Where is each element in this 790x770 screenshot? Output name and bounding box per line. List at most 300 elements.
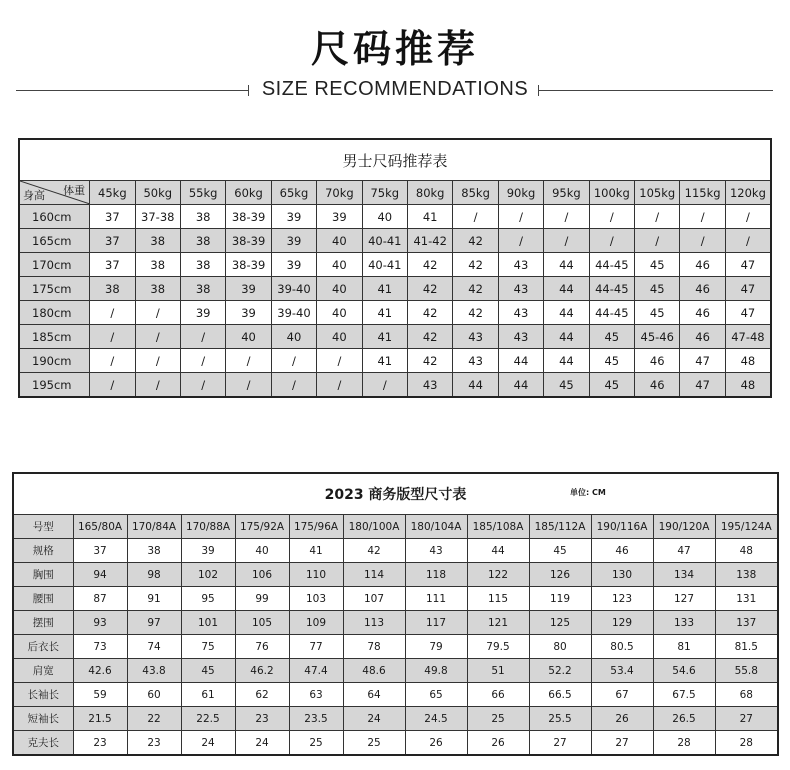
size-cell: / — [725, 205, 771, 229]
measure-cell: 119 — [529, 587, 591, 611]
table-row — [13, 563, 778, 587]
size-cell: 44 — [544, 301, 589, 325]
measure-cell: 81.5 — [715, 635, 778, 659]
size-cell: 44 — [544, 349, 589, 373]
measure-cell: 66.5 — [529, 683, 591, 707]
measure-cell: 25 — [289, 731, 343, 756]
size-cell: 46 — [680, 301, 725, 325]
measure-cell: 121 — [467, 611, 529, 635]
measure-cell: 67.5 — [653, 683, 715, 707]
size-cell: 42 — [407, 301, 452, 325]
size-cell: / — [135, 325, 180, 349]
corner-height-label: 身高 — [23, 189, 45, 202]
size-table-caption-cell — [13, 473, 778, 515]
size-cell: 48 — [725, 373, 771, 398]
size-cell: / — [725, 229, 771, 253]
size-cell: 42 — [407, 253, 452, 277]
size-cell: / — [90, 325, 135, 349]
size-cell: 44 — [453, 373, 498, 398]
size-cell: 45-46 — [635, 325, 680, 349]
measure-cell: 129 — [591, 611, 653, 635]
table-row — [13, 539, 778, 563]
size-cell: 38 — [135, 277, 180, 301]
measure-cell: 87 — [73, 587, 127, 611]
measure-label: 腰围 — [13, 587, 73, 611]
measure-cell: 42.6 — [73, 659, 127, 683]
measure-cell: 23 — [127, 731, 181, 756]
measure-label: 规格 — [13, 539, 73, 563]
size-cell: 38 — [135, 229, 180, 253]
measure-cell: 22.5 — [181, 707, 235, 731]
measure-cell: 126 — [529, 563, 591, 587]
size-cell: 44-45 — [589, 253, 634, 277]
table-row — [19, 301, 771, 325]
measure-cell: 111 — [405, 587, 467, 611]
measure-cell: 91 — [127, 587, 181, 611]
size-cell: / — [90, 349, 135, 373]
size-cell: 42 — [407, 349, 452, 373]
measure-cell: 42 — [343, 539, 405, 563]
size-cell: / — [589, 205, 634, 229]
size-cell: 47-48 — [725, 325, 771, 349]
table-row — [13, 707, 778, 731]
size-cell: 44 — [544, 325, 589, 349]
measure-cell: 76 — [235, 635, 289, 659]
size-cell: / — [453, 205, 498, 229]
measure-cell: 113 — [343, 611, 405, 635]
measure-cell: 115 — [467, 587, 529, 611]
measure-cell: 25.5 — [529, 707, 591, 731]
table-row — [13, 635, 778, 659]
size-cell: / — [635, 229, 680, 253]
size-cell: 37 — [90, 205, 135, 229]
size-cell: 44-45 — [589, 277, 634, 301]
size-cell: / — [226, 349, 271, 373]
measure-cell: 23 — [73, 731, 127, 756]
table-row — [13, 659, 778, 683]
size-cell: 42 — [407, 325, 452, 349]
size-cell: 45 — [589, 373, 634, 398]
measure-cell: 63 — [289, 683, 343, 707]
measure-cell: 131 — [715, 587, 778, 611]
measure-cell: 79 — [405, 635, 467, 659]
weight-header: 115kg — [680, 181, 725, 205]
size-cell: 44 — [498, 373, 543, 398]
measure-cell: 64 — [343, 683, 405, 707]
size-cell: 39 — [317, 205, 362, 229]
table-row — [19, 205, 771, 229]
size-cell: / — [135, 373, 180, 398]
size-cell: / — [135, 301, 180, 325]
size-code-header: 180/104A — [405, 515, 467, 539]
measure-cell: 39 — [181, 539, 235, 563]
size-cell: 38 — [180, 205, 225, 229]
height-label: 165cm — [19, 229, 90, 253]
measure-cell: 24 — [181, 731, 235, 756]
measure-cell: 99 — [235, 587, 289, 611]
measure-cell: 25 — [343, 731, 405, 756]
measure-cell: 46.2 — [235, 659, 289, 683]
size-cell: 45 — [544, 373, 589, 398]
measure-cell: 24 — [235, 731, 289, 756]
size-cell: 40-41 — [362, 229, 407, 253]
measure-label: 长袖长 — [13, 683, 73, 707]
measure-cell: 127 — [653, 587, 715, 611]
measure-cell: 62 — [235, 683, 289, 707]
measure-cell: 67 — [591, 683, 653, 707]
size-cell: 46 — [635, 373, 680, 398]
size-cell: 42 — [453, 277, 498, 301]
measure-cell: 27 — [715, 707, 778, 731]
measure-cell: 103 — [289, 587, 343, 611]
measure-label: 短袖长 — [13, 707, 73, 731]
measure-cell: 47.4 — [289, 659, 343, 683]
size-cell: 48 — [725, 349, 771, 373]
size-cell: 39 — [180, 301, 225, 325]
size-cell: / — [544, 205, 589, 229]
size-cell: / — [180, 373, 225, 398]
measure-cell: 43 — [405, 539, 467, 563]
size-cell: 43 — [498, 301, 543, 325]
size-cell: 46 — [680, 325, 725, 349]
size-cell: 45 — [635, 253, 680, 277]
size-cell: 40 — [317, 253, 362, 277]
size-cell: 40 — [317, 277, 362, 301]
measure-cell: 133 — [653, 611, 715, 635]
size-cell: 44 — [498, 349, 543, 373]
measure-cell: 61 — [181, 683, 235, 707]
measure-cell: 27 — [529, 731, 591, 756]
table-row — [13, 587, 778, 611]
size-cell: 46 — [680, 253, 725, 277]
size-cell: 44-45 — [589, 301, 634, 325]
measure-cell: 94 — [73, 563, 127, 587]
measure-cell: 45 — [181, 659, 235, 683]
size-cell: 47 — [725, 301, 771, 325]
measure-cell: 38 — [127, 539, 181, 563]
corner-cell — [19, 181, 90, 205]
measure-cell: 110 — [289, 563, 343, 587]
size-code-header: 165/80A — [73, 515, 127, 539]
measure-cell: 130 — [591, 563, 653, 587]
size-cell: 39 — [271, 205, 316, 229]
size-cell: 42 — [453, 301, 498, 325]
measure-cell: 95 — [181, 587, 235, 611]
divider-right — [539, 90, 773, 91]
size-code-header: 190/120A — [653, 515, 715, 539]
measure-label: 胸围 — [13, 563, 73, 587]
subtitle-row — [0, 78, 790, 104]
measure-cell: 26 — [405, 731, 467, 756]
size-cell: 47 — [725, 277, 771, 301]
size-cell: 37-38 — [135, 205, 180, 229]
measure-cell: 22 — [127, 707, 181, 731]
measure-cell: 49.8 — [405, 659, 467, 683]
size-cell: 40 — [317, 229, 362, 253]
measure-cell: 137 — [715, 611, 778, 635]
measure-cell: 98 — [127, 563, 181, 587]
weight-header: 50kg — [135, 181, 180, 205]
measure-cell: 134 — [653, 563, 715, 587]
weight-header: 105kg — [635, 181, 680, 205]
size-cell: 47 — [680, 373, 725, 398]
size-code-header: 185/108A — [467, 515, 529, 539]
measure-cell: 51 — [467, 659, 529, 683]
size-cell: / — [135, 349, 180, 373]
measure-cell: 48 — [715, 539, 778, 563]
weight-header: 65kg — [271, 181, 316, 205]
measure-cell: 123 — [591, 587, 653, 611]
measure-cell: 117 — [405, 611, 467, 635]
size-cell: / — [589, 229, 634, 253]
size-cell: / — [271, 373, 316, 398]
table-row — [19, 373, 771, 398]
measure-cell: 73 — [73, 635, 127, 659]
page-subtitle: SIZE RECOMMENDATIONS — [261, 78, 529, 100]
weight-header: 85kg — [453, 181, 498, 205]
size-cell: 47 — [725, 253, 771, 277]
size-cell: 38 — [90, 277, 135, 301]
size-cell: / — [680, 205, 725, 229]
size-cell: / — [317, 349, 362, 373]
size-cell: 43 — [453, 349, 498, 373]
size-cell: / — [544, 229, 589, 253]
size-cell: 43 — [498, 325, 543, 349]
height-label: 170cm — [19, 253, 90, 277]
measure-label: 后衣长 — [13, 635, 73, 659]
header-label: 号型 — [13, 515, 73, 539]
size-cell: 40 — [362, 205, 407, 229]
measure-cell: 23.5 — [289, 707, 343, 731]
size-cell: 39-40 — [271, 301, 316, 325]
size-cell: 38 — [135, 253, 180, 277]
weight-header: 95kg — [544, 181, 589, 205]
size-cell: 42 — [453, 229, 498, 253]
measure-cell: 43.8 — [127, 659, 181, 683]
measure-cell: 60 — [127, 683, 181, 707]
size-cell: 45 — [589, 325, 634, 349]
measure-cell: 24.5 — [405, 707, 467, 731]
size-code-header: 170/84A — [127, 515, 181, 539]
size-table-unit: 单位: CM — [570, 488, 606, 497]
size-cell: 38-39 — [226, 229, 271, 253]
measure-cell: 78 — [343, 635, 405, 659]
height-label: 195cm — [19, 373, 90, 398]
size-cell: 47 — [680, 349, 725, 373]
size-cell: 38-39 — [226, 253, 271, 277]
table-row — [19, 229, 771, 253]
size-table-caption: 2023 商务版型尺寸表 — [324, 487, 467, 503]
size-cell: 40 — [317, 325, 362, 349]
measure-cell: 114 — [343, 563, 405, 587]
size-cell: 37 — [90, 229, 135, 253]
measure-cell: 107 — [343, 587, 405, 611]
size-cell: 44 — [544, 253, 589, 277]
size-cell: 40-41 — [362, 253, 407, 277]
size-cell: 42 — [453, 253, 498, 277]
size-cell: / — [680, 229, 725, 253]
table-row — [19, 325, 771, 349]
measure-cell: 93 — [73, 611, 127, 635]
measure-cell: 41 — [289, 539, 343, 563]
measure-cell: 125 — [529, 611, 591, 635]
measure-cell: 45 — [529, 539, 591, 563]
size-code-header: 190/116A — [591, 515, 653, 539]
size-cell: 38 — [180, 229, 225, 253]
measure-cell: 81 — [653, 635, 715, 659]
size-cell: / — [271, 349, 316, 373]
measure-cell: 47 — [653, 539, 715, 563]
measure-cell: 54.6 — [653, 659, 715, 683]
page-title: 尺码推荐 — [310, 27, 479, 71]
measure-cell: 118 — [405, 563, 467, 587]
measure-cell: 75 — [181, 635, 235, 659]
size-cell: 41 — [362, 349, 407, 373]
size-cell: / — [362, 373, 407, 398]
business-size-table — [12, 472, 779, 756]
measure-cell: 138 — [715, 563, 778, 587]
size-cell: 40 — [317, 301, 362, 325]
weight-header: 45kg — [90, 181, 135, 205]
measure-cell: 77 — [289, 635, 343, 659]
weight-header: 100kg — [589, 181, 634, 205]
measure-cell: 80 — [529, 635, 591, 659]
size-cell: 42 — [407, 277, 452, 301]
size-header-row — [13, 515, 778, 539]
height-label: 190cm — [19, 349, 90, 373]
measure-cell: 26.5 — [653, 707, 715, 731]
size-cell: 41 — [362, 325, 407, 349]
size-cell: / — [498, 205, 543, 229]
height-label: 160cm — [19, 205, 90, 229]
table-row — [19, 253, 771, 277]
measure-cell: 101 — [181, 611, 235, 635]
measure-label: 摆围 — [13, 611, 73, 635]
measure-cell: 26 — [591, 707, 653, 731]
table-row — [13, 683, 778, 707]
size-cell: / — [180, 349, 225, 373]
measure-cell: 44 — [467, 539, 529, 563]
size-code-header: 195/124A — [715, 515, 778, 539]
measure-cell: 102 — [181, 563, 235, 587]
measure-cell: 23 — [235, 707, 289, 731]
measure-cell: 21.5 — [73, 707, 127, 731]
size-cell: 39 — [226, 277, 271, 301]
weight-header: 60kg — [226, 181, 271, 205]
measure-cell: 65 — [405, 683, 467, 707]
size-cell: / — [226, 373, 271, 398]
weight-header: 120kg — [725, 181, 771, 205]
measure-cell: 66 — [467, 683, 529, 707]
measure-cell: 37 — [73, 539, 127, 563]
measure-cell: 46 — [591, 539, 653, 563]
measure-cell: 48.6 — [343, 659, 405, 683]
size-cell: / — [180, 325, 225, 349]
size-cell: 45 — [635, 277, 680, 301]
size-cell: 41 — [362, 301, 407, 325]
size-cell: 38-39 — [226, 205, 271, 229]
weight-header: 75kg — [362, 181, 407, 205]
size-cell: / — [317, 373, 362, 398]
size-cell: 43 — [498, 253, 543, 277]
size-cell: 41 — [362, 277, 407, 301]
measure-cell: 74 — [127, 635, 181, 659]
size-cell: 45 — [589, 349, 634, 373]
men-table-caption: 男士尺码推荐表 — [19, 139, 771, 181]
size-cell: 45 — [635, 301, 680, 325]
size-cell: / — [635, 205, 680, 229]
measure-cell: 24 — [343, 707, 405, 731]
size-cell: 39 — [226, 301, 271, 325]
measure-cell: 26 — [467, 731, 529, 756]
measure-cell: 79.5 — [467, 635, 529, 659]
table-row — [13, 611, 778, 635]
size-cell: 38 — [180, 277, 225, 301]
height-label: 175cm — [19, 277, 90, 301]
size-code-header: 175/96A — [289, 515, 343, 539]
measure-cell: 52.2 — [529, 659, 591, 683]
weight-header: 80kg — [407, 181, 452, 205]
size-cell: / — [90, 373, 135, 398]
size-cell: 39 — [271, 253, 316, 277]
size-cell: 41-42 — [407, 229, 452, 253]
measure-cell: 122 — [467, 563, 529, 587]
size-cell: 39-40 — [271, 277, 316, 301]
weight-header: 55kg — [180, 181, 225, 205]
measure-cell: 106 — [235, 563, 289, 587]
measure-cell: 59 — [73, 683, 127, 707]
size-cell: 43 — [407, 373, 452, 398]
size-cell: 37 — [90, 253, 135, 277]
measure-cell: 68 — [715, 683, 778, 707]
measure-cell: 97 — [127, 611, 181, 635]
measure-label: 克夫长 — [13, 731, 73, 756]
measure-cell: 28 — [653, 731, 715, 756]
size-cell: 41 — [407, 205, 452, 229]
size-cell: 40 — [271, 325, 316, 349]
measure-cell: 53.4 — [591, 659, 653, 683]
size-code-header: 170/88A — [181, 515, 235, 539]
measure-cell: 105 — [235, 611, 289, 635]
corner-weight-label: 体重 — [63, 184, 86, 197]
measure-cell: 109 — [289, 611, 343, 635]
height-label: 180cm — [19, 301, 90, 325]
size-cell: 40 — [226, 325, 271, 349]
weight-header: 70kg — [317, 181, 362, 205]
size-cell: 43 — [453, 325, 498, 349]
measure-label: 肩宽 — [13, 659, 73, 683]
size-cell: 46 — [680, 277, 725, 301]
measure-cell: 25 — [467, 707, 529, 731]
table-row — [13, 731, 778, 756]
height-label: 185cm — [19, 325, 90, 349]
size-code-header: 180/100A — [343, 515, 405, 539]
size-code-header: 185/112A — [529, 515, 591, 539]
table-row — [19, 349, 771, 373]
measure-cell: 80.5 — [591, 635, 653, 659]
men-size-recommendation-table — [18, 138, 772, 398]
measure-cell: 27 — [591, 731, 653, 756]
size-cell: 44 — [544, 277, 589, 301]
measure-cell: 55.8 — [715, 659, 778, 683]
size-cell: 46 — [635, 349, 680, 373]
table-row — [19, 277, 771, 301]
weight-header-row — [19, 181, 771, 205]
size-cell: 39 — [271, 229, 316, 253]
size-cell: / — [90, 301, 135, 325]
size-code-header: 175/92A — [235, 515, 289, 539]
measure-cell: 28 — [715, 731, 778, 756]
